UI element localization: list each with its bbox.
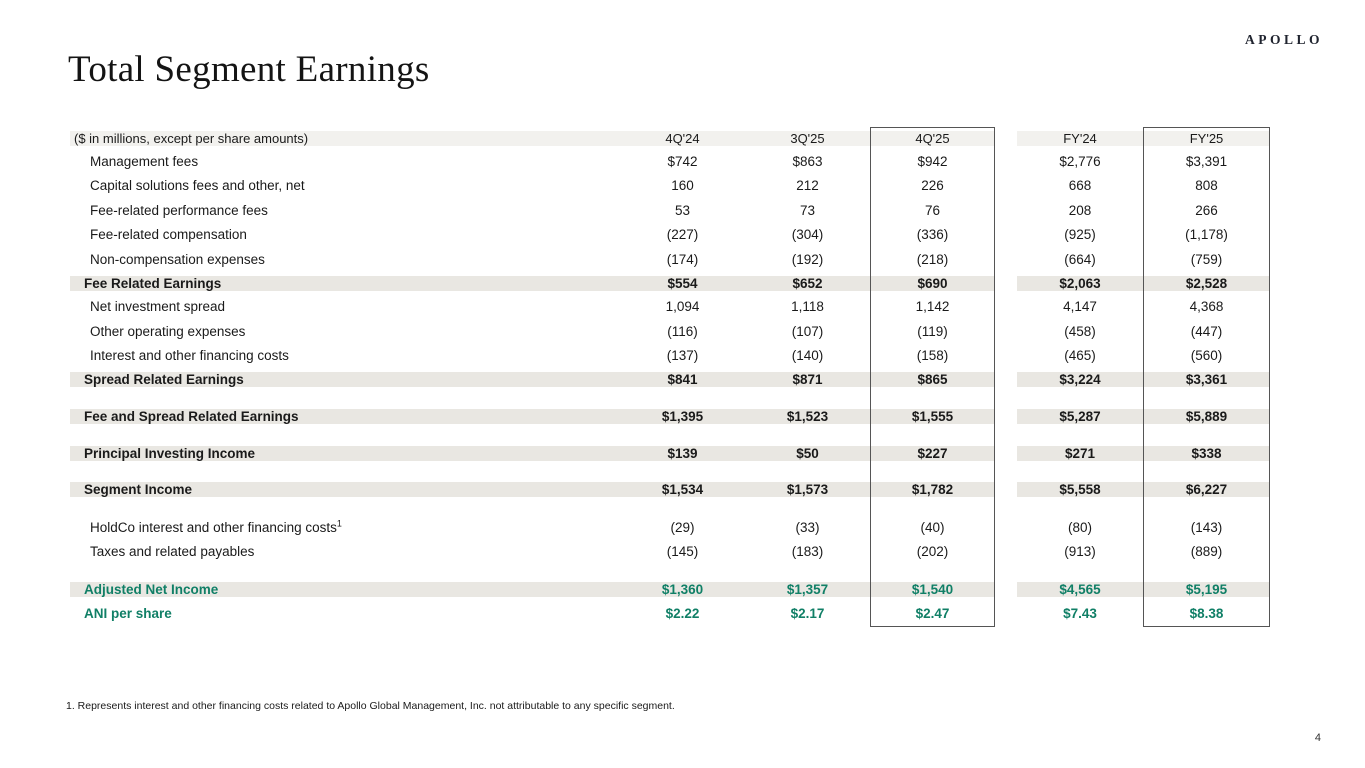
cell-value: $3,361 [1143, 372, 1270, 387]
column-header: FY'24 [1017, 131, 1143, 146]
cell-value: (158) [916, 348, 949, 364]
cell-value: $942 [917, 153, 948, 169]
row-label: Interest and other financing costs [90, 348, 289, 364]
cell-value: $5,558 [1017, 482, 1143, 497]
cell-value: $841 [620, 372, 745, 387]
row-label: Segment Income [70, 482, 620, 497]
cell-value: $5,287 [1017, 409, 1143, 424]
row-label: Non-compensation expenses [90, 251, 265, 267]
cell-value: (116) [667, 323, 698, 339]
cell-value: $2.17 [790, 606, 825, 622]
row-spacer [70, 564, 1270, 578]
cell-value: $8.38 [1189, 606, 1224, 622]
cell-value: $2.47 [915, 606, 950, 622]
column-header: 4Q'25 [870, 131, 995, 146]
table-row [70, 223, 1270, 248]
cell-value: $5,889 [1143, 409, 1270, 424]
cell-value: 226 [921, 178, 944, 194]
row-label: Fee-related compensation [90, 227, 247, 243]
table-row [70, 515, 1270, 540]
cell-value: (33) [795, 519, 820, 535]
table-row [70, 174, 1270, 199]
cell-value: $863 [792, 153, 823, 169]
row-label: Fee-related performance fees [90, 202, 268, 218]
cell-value: $7.43 [1063, 606, 1097, 622]
cell-value: (183) [791, 544, 824, 560]
cell-value: $1,782 [870, 482, 995, 497]
row-spacer [70, 428, 1270, 442]
table-row [70, 198, 1270, 223]
cell-value: (458) [1064, 323, 1096, 339]
cell-value: (218) [916, 251, 949, 267]
cell-value: $227 [870, 446, 995, 461]
cell-value: 160 [671, 178, 694, 194]
cell-value: 73 [799, 202, 816, 218]
cell-value: (80) [1067, 519, 1092, 535]
cell-value: $50 [745, 446, 870, 461]
cell-value: (1,178) [1185, 227, 1228, 243]
cell-value: (145) [666, 544, 699, 560]
footnote-marker: 1 [336, 518, 342, 529]
table-row [70, 368, 1270, 391]
page-number: 4 [1314, 732, 1321, 744]
cell-value: (304) [791, 227, 824, 243]
cell-value: 1,094 [665, 299, 700, 315]
cell-value: $1,573 [745, 482, 870, 497]
row-spacer [70, 465, 1270, 479]
cell-value: 1,118 [791, 299, 824, 315]
cell-value: (119) [917, 323, 948, 339]
cell-value: $6,227 [1143, 482, 1270, 497]
row-label: Fee and Spread Related Earnings [70, 409, 620, 424]
cell-value: $1,523 [745, 409, 870, 424]
row-spacer [70, 391, 1270, 405]
cell-value: $5,195 [1143, 582, 1270, 597]
cell-value: $2,063 [1017, 276, 1143, 291]
row-label: HoldCo interest and other financing costs$^1$ [90, 518, 342, 535]
cell-value: $2,528 [1143, 276, 1270, 291]
table-row [70, 319, 1270, 344]
cell-value: $652 [745, 276, 870, 291]
table-body [70, 127, 1270, 627]
cell-value: 808 [1195, 178, 1218, 194]
row-label: Management fees [90, 153, 199, 169]
cell-value: $1,395 [620, 409, 745, 424]
cell-value: $1,534 [620, 482, 745, 497]
table-row [70, 272, 1270, 295]
cell-value: $742 [667, 153, 698, 169]
cell-value: 668 [1068, 178, 1092, 194]
cell-value: 266 [1195, 202, 1218, 218]
row-label: Other operating expenses [90, 323, 246, 339]
table-row [70, 478, 1270, 501]
cell-value: (143) [1190, 519, 1223, 535]
row-label: Fee Related Earnings [70, 276, 620, 291]
footnote: 1. Represents interest and other financing costs related to Apollo Global Management, Inc. not attributable to any specific segment. [66, 700, 675, 712]
cell-value: (202) [916, 544, 949, 560]
cell-value: (913) [1064, 544, 1096, 560]
cell-value: (174) [666, 251, 699, 267]
cell-value: (759) [1190, 251, 1223, 267]
cell-value: $1,360 [620, 582, 745, 597]
cell-value: (227) [666, 227, 699, 243]
cell-value: (107) [791, 323, 824, 339]
segment-earnings-table [70, 127, 1270, 627]
cell-value: (560) [1190, 348, 1223, 364]
row-spacer [70, 501, 1270, 515]
cell-value: (40) [920, 519, 945, 535]
cell-value: (137) [666, 348, 699, 364]
row-label: Spread Related Earnings [70, 372, 620, 387]
row-label: Capital solutions fees and other, net [90, 178, 305, 194]
cell-value: $139 [620, 446, 745, 461]
row-label: Net investment spread [90, 299, 226, 315]
table-row [70, 540, 1270, 565]
cell-value: $554 [620, 276, 745, 291]
cell-value: (925) [1064, 227, 1096, 243]
column-header: 4Q'24 [620, 131, 745, 146]
cell-value: $338 [1143, 446, 1270, 461]
table-row [70, 601, 1270, 627]
cell-value: $871 [745, 372, 870, 387]
cell-value: $3,391 [1185, 153, 1228, 169]
table-row [70, 149, 1270, 174]
cell-value: $2,776 [1059, 153, 1101, 169]
cell-value: 53 [674, 202, 691, 218]
cell-value: $4,565 [1017, 582, 1143, 597]
cell-value: 4,368 [1189, 299, 1224, 315]
cell-value: (29) [670, 519, 695, 535]
column-header: 3Q'25 [745, 131, 870, 146]
cell-value: (465) [1064, 348, 1096, 364]
table-row [70, 295, 1270, 320]
cell-value: (447) [1190, 323, 1223, 339]
cell-value: $1,555 [870, 409, 995, 424]
table-row [70, 578, 1270, 601]
cell-value: $1,540 [870, 582, 995, 597]
cell-value: $690 [870, 276, 995, 291]
cell-value: $3,224 [1017, 372, 1143, 387]
table-row [70, 405, 1270, 428]
apollo-logo: APOLLO [1244, 32, 1323, 47]
cell-value: 1,142 [915, 299, 950, 315]
row-label: Principal Investing Income [70, 446, 620, 461]
table-row [70, 442, 1270, 465]
cell-value: 212 [796, 178, 819, 194]
cell-value: 4,147 [1063, 299, 1097, 315]
cell-value: (889) [1190, 544, 1223, 560]
table-row [70, 247, 1270, 272]
table-row [70, 344, 1270, 369]
cell-value: $271 [1017, 446, 1143, 461]
row-label: Adjusted Net Income [70, 582, 620, 597]
cell-value: (140) [791, 348, 824, 364]
cell-value: 76 [924, 202, 941, 218]
cell-value: (192) [791, 251, 824, 267]
table-row [70, 127, 1270, 149]
cell-value: $1,357 [745, 582, 870, 597]
row-label: ANI per share [84, 606, 172, 622]
cell-value: $2.22 [665, 606, 700, 622]
cell-value: $865 [870, 372, 995, 387]
cell-value: (336) [916, 227, 949, 243]
column-header: FY'25 [1143, 131, 1270, 146]
page-title: Total Segment Earnings [68, 49, 430, 90]
row-label: ($ in millions, except per share amounts) [70, 131, 620, 146]
row-label: Taxes and related payables [90, 544, 255, 560]
cell-value: (664) [1064, 251, 1096, 267]
cell-value: 208 [1068, 202, 1092, 218]
